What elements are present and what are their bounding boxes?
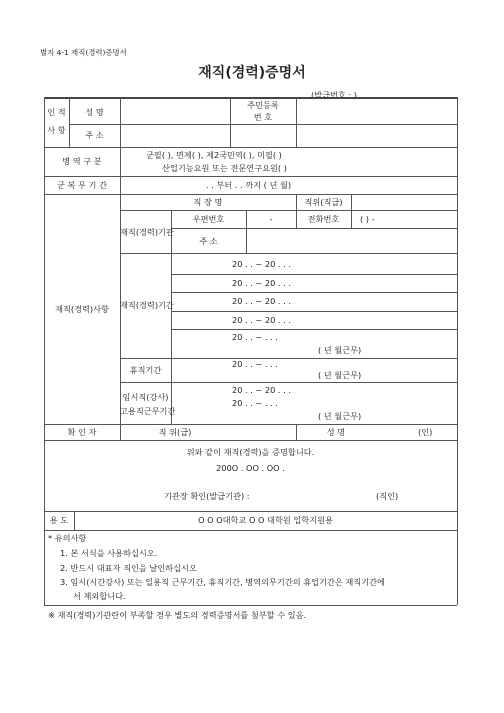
temp-row: 20 . . ~ 20 . . . bbox=[232, 385, 291, 395]
address-label: 주 소 bbox=[85, 130, 104, 140]
confirmer-seal: (인) bbox=[418, 427, 433, 437]
note-item: 2. 반드시 대표자 직인을 날인하십시오 bbox=[60, 563, 197, 573]
leave-row: 20 . . ~ . . . bbox=[232, 359, 278, 369]
military-options: 군필( ), 면제( ), 제2국민역( ), 미필( ) bbox=[146, 150, 282, 160]
name-label: 성 명 bbox=[85, 107, 104, 117]
issuer-label: 기관장 확인(발급기관) : bbox=[164, 491, 250, 501]
note-item: 서 제외합니다. bbox=[73, 591, 126, 601]
page-title: 재직(경력)증명서 bbox=[198, 65, 306, 81]
period-label: 재직(경력)기간 bbox=[120, 300, 174, 310]
purpose-label: 용 도 bbox=[49, 515, 69, 525]
leave-label: 휴직기간 bbox=[129, 365, 162, 375]
org-address-label: 주 소 bbox=[199, 236, 218, 246]
military-special-option: 산업기능요원 또는 전문연구요원( ) bbox=[162, 163, 287, 173]
certify-date: 200O . OO . OO . bbox=[216, 463, 285, 473]
confirmer-label: 확 인 자 bbox=[67, 427, 97, 437]
footnote: ※ 재직(경력)기관란이 부족할 경우 별도의 경력증명서를 첨부할 수 있음. bbox=[48, 610, 307, 620]
personal-group-label-2: 사 항 bbox=[47, 125, 66, 135]
phone-value: ( ) - bbox=[360, 214, 375, 224]
certify-statement: 위와 같이 재직(경력)을 증명합니다. bbox=[186, 447, 315, 457]
confirmer-name-label: 성 명 bbox=[326, 427, 346, 437]
period-row-duration: ( 년 월근무) bbox=[318, 345, 362, 355]
temp-duration: ( 년 월근무) bbox=[318, 411, 362, 421]
service-period-label: 군 복 무 기 간 bbox=[57, 180, 107, 190]
temp-label-2: 고용직근무기간 bbox=[120, 406, 176, 416]
period-row: 20 . . ~ 20 . . . bbox=[232, 296, 291, 306]
issue-number: (발급번호 : ) bbox=[311, 90, 357, 100]
note-item: 1. 본 서식을 사용하십시오. bbox=[60, 548, 158, 558]
zip-value: - bbox=[269, 214, 273, 224]
org-label: 재직(경력)기관 bbox=[120, 227, 174, 237]
purpose-value: O O O대학교 O O 대학원 입학지원용 bbox=[198, 515, 333, 525]
form-number-label: 별지 4-1 재직(경력)증명서 bbox=[40, 48, 127, 57]
temp-label-1: 임시직(강사) bbox=[122, 392, 169, 402]
period-row: 20 . . ~ 20 . . . bbox=[232, 259, 291, 269]
confirmer-position-label: 직 위(급) bbox=[158, 427, 192, 437]
service-period-value: . . 부터 . . 까지 ( 년 월) bbox=[206, 180, 292, 190]
issuer-seal: (직인) bbox=[376, 491, 399, 501]
personal-group-label-1: 인 적 bbox=[47, 107, 66, 117]
phone-label: 전화번호 bbox=[307, 214, 340, 224]
military-label: 병 역 구 분 bbox=[62, 156, 102, 166]
workplace-label: 직 장 명 bbox=[193, 197, 223, 207]
position-label: 직위(직급) bbox=[304, 197, 343, 207]
temp-row: 20 . . ~ . . . bbox=[232, 398, 278, 408]
notes-title: * 유의사항 bbox=[48, 533, 87, 543]
note-item: 3. 임시(시간강사) 또는 일용직 근무기간, 휴직기간, 병역의무기간의 휴업기간은 재직기간에 bbox=[60, 577, 385, 587]
leave-duration: ( 년 월근무) bbox=[318, 370, 362, 380]
rrn-label-2: 번 호 bbox=[253, 112, 273, 122]
rrn-label-1: 주민등록 bbox=[247, 100, 279, 110]
career-section-label: 재직(경력)사항 bbox=[55, 304, 109, 314]
period-row: 20 . . ~ 20 . . . bbox=[232, 278, 291, 288]
zip-label: 우편번호 bbox=[192, 214, 225, 224]
period-row: 20 . . ~ 20 . . . bbox=[232, 315, 291, 325]
period-row: 20 . . ~ . . . bbox=[232, 332, 278, 342]
